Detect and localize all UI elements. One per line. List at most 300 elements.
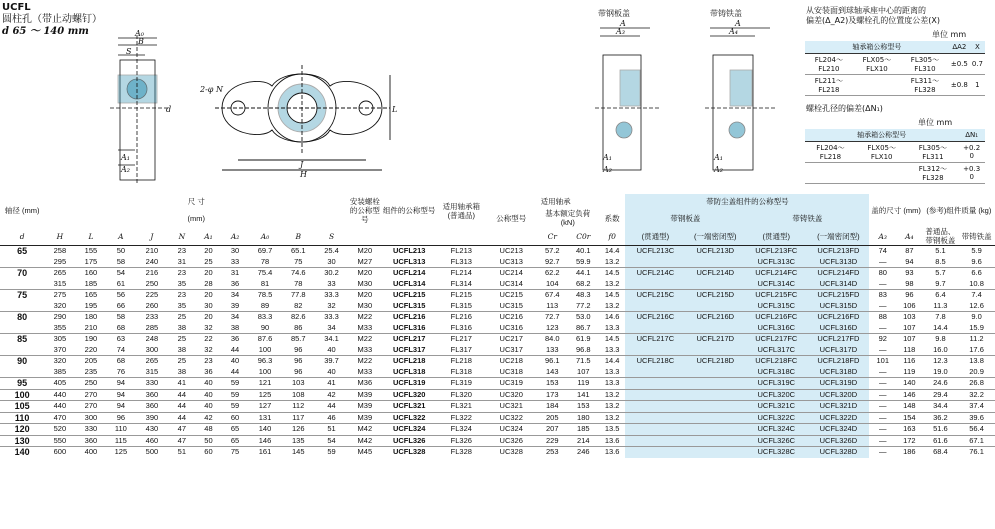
table-cell: 5.1 — [935, 246, 946, 255]
table-cell: 103 — [292, 378, 305, 387]
table-cell: 93 — [905, 268, 914, 277]
table-cell: FL316 — [450, 322, 472, 332]
dim-A3: A₃ — [616, 27, 625, 36]
table-cell: UCFL324C — [745, 424, 807, 436]
dim-S: S — [126, 47, 132, 56]
table-cell: 100 — [258, 344, 272, 354]
steel-cover-title: 带钢板盖 — [598, 9, 630, 18]
table-cell: 285 — [145, 322, 159, 332]
table-cell: 6.4 — [935, 290, 946, 299]
table-cell: 258 — [53, 246, 67, 255]
table-cell: 127 — [258, 401, 272, 410]
table-cell: 270 — [84, 389, 98, 399]
table-cell: 5.9 — [971, 246, 982, 255]
table-cell: 36 — [230, 278, 240, 288]
table-cell: 25 — [177, 334, 187, 343]
table-cell: UCFL216 — [392, 312, 426, 321]
table-cell: UC324 — [499, 424, 523, 433]
table-cell: UC328 — [499, 447, 523, 456]
table-cell: 130 — [14, 435, 30, 446]
table-cell: 96.8 — [576, 344, 591, 354]
table-cell: 101 — [876, 356, 889, 365]
table-cell: 107 — [577, 366, 590, 376]
table-cell: 85 — [17, 334, 28, 344]
table-cell: UCFL217FC — [745, 334, 807, 345]
table-cell: 214 — [577, 435, 590, 445]
table-cell: 98 — [905, 278, 914, 288]
table-cell: 87.6 — [257, 334, 273, 343]
table-cell — [625, 424, 685, 436]
table-cell: FL324 — [450, 424, 472, 433]
table-cell: 44 — [327, 401, 336, 410]
table-cell: UCFL216FD — [807, 312, 869, 323]
table-cell: 61 — [116, 278, 126, 288]
table-row — [0, 378, 995, 390]
table-cell: 36 — [204, 366, 213, 376]
table-cell: 12.3 — [933, 356, 948, 365]
tol2-cell: FL305～ FL311 — [907, 142, 958, 163]
table-cell: — — [878, 412, 887, 422]
table-cell: FL321 — [450, 401, 472, 410]
table-cell: — — [878, 322, 887, 332]
table-cell: 14.4 — [933, 322, 948, 332]
table-row — [0, 389, 995, 401]
table-cell: UCFL314C — [745, 279, 807, 290]
table-cell: 123 — [546, 322, 559, 332]
table-cell: UCFL214FC — [745, 268, 807, 279]
table-cell: 315 — [53, 278, 67, 288]
table-cell: FL215 — [450, 290, 472, 299]
table-cell: 165 — [84, 290, 98, 299]
table-cell: 65 — [230, 424, 240, 433]
table-cell: 38 — [230, 322, 240, 332]
table-cell: — — [878, 278, 887, 288]
table-cell: 78 — [260, 256, 270, 266]
table-cell: 82 — [294, 300, 303, 310]
table-cell: 12.6 — [969, 300, 984, 310]
table-cell: 117 — [292, 412, 305, 422]
symbol-cell: N — [178, 231, 186, 241]
symbol-cell — [381, 227, 436, 246]
table-cell: FL317 — [450, 344, 472, 354]
table-cell — [685, 367, 745, 378]
table-cell: 33.3 — [324, 290, 339, 299]
table-cell: 16.0 — [933, 344, 948, 354]
table-cell: 360 — [145, 389, 159, 399]
table-row — [0, 312, 995, 323]
table-cell: 30 — [230, 246, 240, 255]
table-cell: 25 — [204, 256, 213, 266]
table-cell: 120 — [14, 424, 30, 434]
bolt-hole-tolerance-table — [805, 129, 985, 184]
table-cell: FL328 — [450, 447, 472, 456]
table-cell: 126 — [292, 424, 305, 433]
table-cell: 59 — [327, 447, 336, 456]
table-cell: UCFL213C — [625, 246, 685, 257]
table-cell: UC314 — [499, 278, 523, 288]
table-cell: 31 — [177, 256, 187, 266]
table-cell: 41 — [177, 378, 187, 387]
table-cell: 163 — [903, 424, 916, 433]
table-cell: UCFL326 — [392, 435, 426, 445]
table-cell: 119 — [903, 366, 916, 376]
table-cell: — — [878, 435, 887, 445]
table-cell: 9.6 — [971, 256, 982, 266]
symbol-cell: A₄ — [905, 231, 914, 241]
table-cell: 87 — [905, 246, 914, 255]
table-cell: 39.7 — [324, 356, 339, 365]
table-cell: UCFL317D — [807, 345, 869, 356]
table-cell — [625, 447, 685, 458]
col-dust-cover: 带防尘盖组件的公称型号 — [625, 194, 869, 209]
cast-cover-title: 带铸铁盖 — [710, 9, 742, 18]
table-cell: 71.5 — [576, 356, 591, 365]
table-cell: 35 — [177, 300, 187, 310]
tol-cell: 1 — [970, 75, 985, 96]
table-cell: 83 — [878, 290, 887, 299]
table-cell: UCFL215FC — [745, 290, 807, 301]
table-cell: 148 — [903, 401, 916, 410]
symbol-cell: 普通品、带钢板盖 — [925, 227, 956, 245]
table-cell: 40 — [204, 401, 213, 410]
tolerance-title-2: 偏差(Δ_A2)及螺栓孔的位置度公差(X) — [806, 16, 940, 25]
table-cell: UCFL216C — [625, 312, 685, 323]
table-cell: 95 — [17, 378, 28, 388]
table-cell: 300 — [84, 412, 98, 422]
table-cell: 107 — [903, 322, 916, 332]
table-cell: UCFL324 — [392, 424, 426, 433]
table-row — [0, 334, 995, 345]
table-cell: 57.2 — [544, 246, 560, 255]
table-cell: 250 — [84, 378, 98, 387]
table-cell: 100 — [14, 389, 30, 400]
table-cell: 96 — [294, 344, 303, 354]
symbol-cell: H — [56, 231, 64, 241]
symbol-cell: A₀ — [260, 231, 270, 241]
table-cell: UC214 — [499, 268, 523, 277]
table-cell — [625, 301, 685, 312]
symbol-cell: A₃ — [878, 231, 887, 241]
table-cell: 40 — [230, 356, 240, 365]
table-cell: 5.7 — [935, 268, 946, 277]
table-cell: 275 — [53, 290, 67, 299]
table-cell: 360 — [84, 435, 98, 445]
table-cell: 100 — [258, 366, 272, 376]
table-cell: 110 — [14, 412, 30, 423]
table-cell: 36.2 — [933, 412, 948, 422]
table-cell: UCFL317 — [392, 344, 426, 354]
tol-cell — [853, 75, 901, 96]
table-cell: M27 — [357, 256, 373, 266]
table-cell: 38 — [177, 366, 187, 376]
table-cell: FL320 — [450, 389, 472, 399]
table-cell: 74.6 — [290, 268, 306, 277]
tol2-cell — [805, 163, 856, 184]
table-cell — [0, 367, 44, 378]
table-cell: UCFL218FC — [745, 356, 807, 367]
table-cell: 29.4 — [933, 389, 948, 399]
tol2-col-housing: 轴承箱公称型号 — [805, 129, 958, 142]
table-cell: M42 — [357, 424, 373, 433]
table-cell: FL326 — [450, 435, 472, 445]
col-bearing: 适用轴承 — [540, 197, 571, 206]
table-cell: 38 — [177, 322, 187, 332]
symbol-cell: 带铸铁盖 — [961, 231, 992, 241]
table-cell: M20 — [357, 290, 373, 299]
table-cell: 240 — [145, 256, 159, 266]
table-cell: 25 — [177, 356, 187, 365]
tol2-cell: +0.3 0 — [958, 163, 985, 184]
table-cell: 25 — [177, 312, 187, 321]
table-cell: 220 — [84, 344, 98, 354]
table-cell: 400 — [84, 447, 98, 456]
table-cell: 65 — [230, 435, 240, 445]
table-cell: 92.7 — [544, 256, 560, 266]
table-cell: 63 — [116, 334, 126, 343]
symbol-cell: A₁ — [204, 231, 213, 241]
table-cell: 60 — [204, 447, 213, 456]
table-cell: 10.8 — [969, 278, 984, 288]
dim-A2-cast: A₂ — [714, 165, 723, 174]
table-cell: 225 — [145, 290, 159, 299]
table-cell: 207 — [546, 424, 559, 433]
col-cast-cover: 带铸铁盖 — [745, 209, 869, 227]
col-steel-cover: 带钢板盖 — [625, 209, 745, 227]
table-cell: 405 — [53, 378, 67, 387]
table-cell: 77.8 — [290, 290, 306, 299]
table-cell: 141 — [577, 389, 590, 399]
table-cell: — — [878, 401, 887, 410]
table-row — [0, 447, 995, 458]
table-cell: UCFL218 — [392, 356, 426, 365]
table-cell: 13.5 — [604, 424, 620, 433]
table-cell: 33.3 — [324, 312, 339, 321]
table-cell: UC317 — [499, 344, 523, 354]
table-cell: 50 — [204, 435, 213, 445]
side-view-drawing — [110, 35, 170, 185]
table-cell: UCFL319 — [392, 378, 426, 387]
table-row — [0, 356, 995, 367]
table-cell: UCFL217D — [685, 334, 745, 345]
table-cell: M36 — [357, 378, 373, 387]
table-cell: 94 — [116, 378, 126, 387]
table-cell: 39.6 — [969, 412, 984, 422]
table-cell: 50 — [116, 246, 126, 255]
symbol-cell: f0 — [608, 231, 616, 241]
table-cell: 75 — [294, 256, 303, 266]
table-cell: UCFL322D — [807, 412, 869, 424]
table-cell: 54 — [327, 435, 336, 445]
table-cell: 11.2 — [969, 334, 984, 343]
dim-A-steel: A — [620, 19, 626, 28]
table-cell: UC320 — [499, 389, 523, 399]
table-cell: UCFL313C — [745, 257, 807, 268]
table-cell: UCFL319D — [807, 378, 869, 390]
table-cell: 32 — [204, 344, 213, 354]
table-cell — [0, 345, 44, 356]
table-cell: 47 — [177, 424, 187, 433]
table-cell: 125 — [114, 447, 128, 456]
table-cell: 83.3 — [257, 312, 273, 321]
table-cell: 96 — [905, 290, 914, 299]
dimension-table — [0, 194, 995, 458]
table-cell: 66 — [116, 300, 126, 310]
tol2-cell: FL204～ FL218 — [805, 142, 856, 163]
table-cell: 14.5 — [604, 268, 620, 277]
table-cell: UCFL318C — [745, 367, 807, 378]
table-cell: 355 — [53, 322, 67, 332]
table-cell: 34.4 — [933, 401, 948, 410]
front-view-drawing — [215, 65, 390, 170]
table-cell: 86 — [294, 322, 303, 332]
col-unit-no: 组件的公称型号 — [382, 206, 436, 215]
table-cell — [685, 389, 745, 401]
symbol-row — [0, 227, 995, 246]
tol-cell: FL311～ FL328 — [901, 75, 949, 96]
symbol-cell: S — [328, 231, 335, 241]
table-cell: 59 — [230, 389, 240, 399]
table-cell: 440 — [53, 389, 67, 399]
table-cell: UCFL326C — [745, 435, 807, 447]
table-cell: 69.7 — [257, 246, 273, 255]
table-cell: 121 — [258, 378, 272, 387]
table-cell: 96 — [116, 412, 126, 422]
table-cell: 9.8 — [935, 334, 946, 343]
table-cell: 14.4 — [604, 246, 620, 255]
table-cell: 75.4 — [257, 268, 273, 277]
table-cell: 9.7 — [935, 278, 946, 288]
symbol-cell — [348, 227, 381, 246]
table-cell: 205 — [546, 412, 559, 422]
tol-cell: FL204～ FL210 — [805, 54, 853, 75]
table-cell: 30 — [327, 256, 336, 266]
table-row — [0, 424, 995, 436]
table-cell: FL214 — [450, 268, 472, 277]
table-cell: 20 — [204, 246, 213, 255]
table-cell: 116 — [903, 356, 916, 365]
table-cell: M39 — [357, 389, 373, 399]
tol2-cell: +0.2 0 — [958, 142, 985, 163]
table-cell — [625, 401, 685, 413]
table-cell: 153 — [546, 378, 559, 387]
table-cell: 14.6 — [604, 312, 620, 321]
table-cell: FL322 — [450, 412, 472, 422]
table-cell: 34 — [230, 312, 240, 321]
table-cell: 33 — [327, 278, 336, 288]
table-cell: 172 — [903, 435, 916, 445]
table-cell: M30 — [357, 278, 373, 288]
table-cell: FL318 — [450, 366, 472, 376]
table-cell: 13.6 — [604, 435, 620, 445]
table-cell: UC316 — [499, 322, 523, 332]
table-cell: 11.3 — [933, 300, 948, 310]
table-cell: 36 — [230, 334, 240, 343]
tol-cell: FL305～ FL310 — [901, 54, 949, 75]
table-cell: 13.2 — [604, 389, 620, 399]
table-cell: 24.6 — [933, 378, 948, 387]
tolerance-title-1: 从安装面到球轴承座中心的距离的 — [806, 6, 926, 15]
table-cell: 155 — [84, 246, 98, 255]
table-cell: 160 — [84, 268, 98, 277]
table-cell: 88 — [878, 312, 887, 321]
table-cell: UCFL214D — [685, 268, 745, 279]
table-cell: 53.0 — [576, 312, 591, 321]
tol-cell: 0.7 — [970, 54, 985, 75]
table-cell: UCFL318D — [807, 367, 869, 378]
table-cell: UC326 — [499, 435, 523, 445]
table-cell: 70 — [17, 268, 28, 278]
table-cell: 390 — [145, 412, 159, 422]
symbol-cell: J — [150, 231, 154, 241]
table-cell — [0, 323, 44, 334]
table-cell: UCFL214C — [625, 268, 685, 279]
table-cell: UCFL328 — [392, 447, 426, 456]
table-cell: 40 — [204, 378, 213, 387]
table-cell: 305 — [53, 334, 67, 343]
table-cell: 40.1 — [576, 246, 591, 255]
table-cell: 74 — [878, 246, 887, 255]
table-cell: 68 — [116, 322, 126, 332]
table-cell: 110 — [114, 424, 127, 433]
table-cell — [685, 412, 745, 424]
table-cell: UC313 — [499, 256, 523, 266]
dim-H: H — [300, 170, 307, 179]
table-cell: 115 — [114, 435, 127, 445]
table-cell: FL218 — [450, 356, 472, 365]
table-cell: 13.2 — [604, 278, 620, 288]
tolerance-table — [805, 41, 985, 96]
symbol-cell: A — [118, 231, 124, 241]
table-cell: 62.2 — [544, 268, 560, 277]
bore-range: d 65 ～ 140 mm — [2, 26, 89, 37]
table-cell — [685, 401, 745, 413]
table-cell: 235 — [84, 366, 98, 376]
table-cell: 154 — [903, 412, 916, 422]
series-code: UCFL — [2, 2, 31, 13]
table-cell: 44 — [230, 344, 240, 354]
table-cell: UCFL215FD — [807, 290, 869, 301]
symbol-cell — [437, 227, 486, 246]
table-cell: 40 — [327, 344, 336, 354]
table-row — [0, 246, 995, 257]
table-cell: 84.0 — [544, 334, 560, 343]
table-cell: FL213 — [450, 246, 472, 255]
table-cell: 37.4 — [969, 401, 984, 410]
table-cell: 320 — [53, 356, 67, 365]
table-cell: UCFL214 — [392, 268, 426, 277]
table-cell: 153 — [577, 401, 590, 410]
table-cell — [625, 323, 685, 334]
table-cell: 81 — [260, 278, 270, 288]
table-row — [0, 323, 995, 334]
table-cell: 75 — [230, 447, 240, 456]
table-cell: 190 — [84, 334, 98, 343]
table-cell: UCFL213D — [685, 246, 745, 257]
table-cell: 59.9 — [576, 256, 591, 266]
table-row — [0, 367, 995, 378]
table-cell — [625, 378, 685, 390]
table-cell: FL217 — [450, 334, 472, 343]
table-cell: 46 — [327, 412, 336, 422]
table-cell: 20.9 — [969, 366, 984, 376]
table-cell: 180 — [577, 412, 590, 422]
table-cell: 20 — [204, 268, 213, 277]
table-cell: 146 — [903, 389, 916, 399]
table-cell: 248 — [145, 334, 159, 343]
table-cell: FL216 — [450, 312, 472, 321]
table-cell: — — [878, 300, 887, 310]
table-cell: 32 — [204, 322, 213, 332]
